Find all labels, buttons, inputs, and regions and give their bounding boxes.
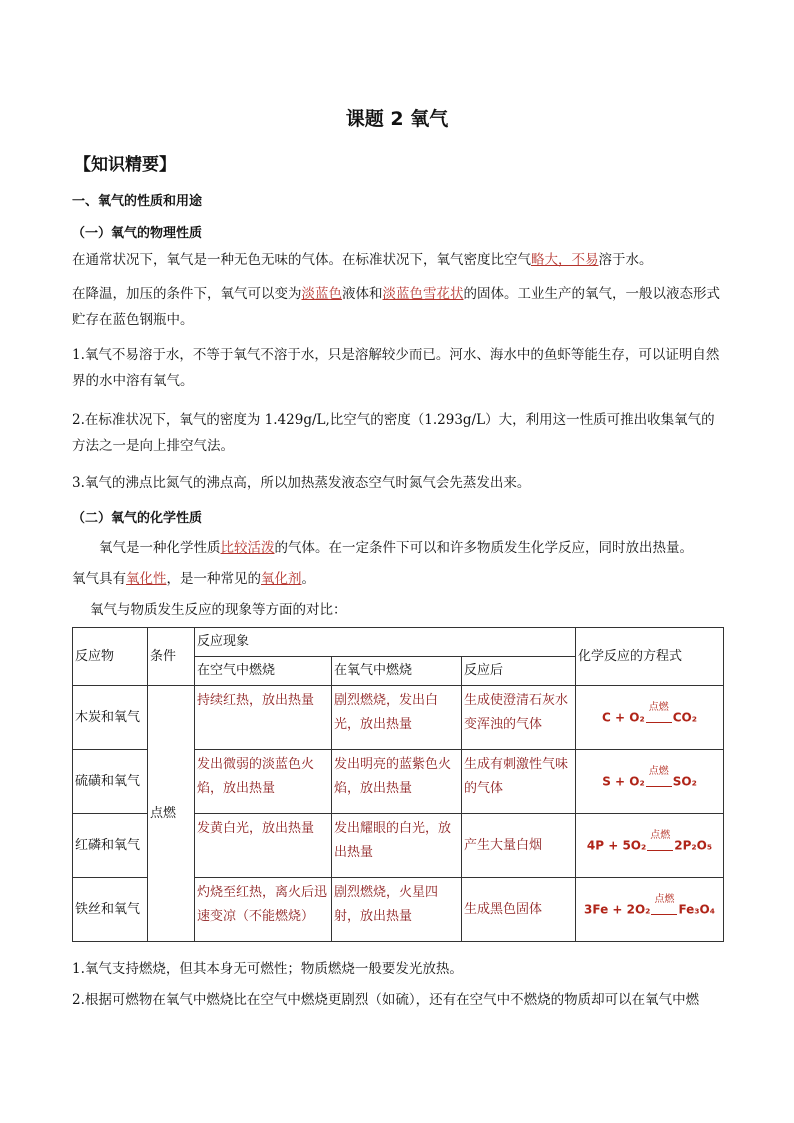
equation-reactants: S + O₂ bbox=[602, 774, 645, 788]
row-oxygen: 发出明亮的蓝紫色火焰，放出热量 bbox=[332, 750, 462, 814]
row-after: 生成黑色固体 bbox=[462, 878, 576, 942]
text: 的固体。工业生产的氧气，一般以液态形式贮存在蓝色钢瓶中。 bbox=[72, 286, 720, 328]
chemical-paragraph-1 bbox=[72, 535, 724, 561]
row-air: 持续红热，放出热量 bbox=[195, 686, 332, 750]
equation-reactants: 4P + 5O₂ bbox=[586, 838, 647, 852]
page-title: 课题 2 氧气 bbox=[345, 108, 449, 130]
table-intro: 氧气与物质发生反应的现象等方面的对比： bbox=[90, 602, 347, 618]
row-reactant: 硫磺和氧气 bbox=[73, 750, 148, 814]
keyword: 淡蓝色 bbox=[301, 286, 342, 302]
text: 氧气具有 bbox=[72, 571, 126, 587]
subsection-physical: （一）氧气的物理性质 bbox=[72, 226, 203, 241]
equation-products: Fe₃O₄ bbox=[678, 902, 715, 916]
equation-products: 2P₂O₅ bbox=[674, 838, 713, 852]
text: 。 bbox=[301, 571, 315, 587]
row-air: 发出微弱的淡蓝色火焰，放出热量 bbox=[195, 750, 332, 814]
row-equation bbox=[576, 814, 724, 878]
row-reactant: 铁丝和氧气 bbox=[73, 878, 148, 942]
header-after: 反应后 bbox=[462, 657, 576, 686]
equation-line bbox=[647, 850, 673, 851]
text: 的气体。在一定条件下可以和许多物质发生化学反应，同时放出热量。 bbox=[274, 540, 693, 556]
text: 溶于水。 bbox=[598, 252, 653, 268]
note-2: 2.在标准状况下，氧气的密度为 1.429g/L,比空气的密度（1.293g/L）大，利用这一性质可推出收集氧气的方法之一是向上排空气法。 bbox=[72, 412, 715, 454]
note-3: 3.氧气的沸点比氮气的沸点高，所以加热蒸发液态空气时氮气会先蒸发出来。 bbox=[72, 475, 531, 491]
knowledge-header: 【知识精要】 bbox=[74, 155, 176, 175]
note-1: 1.氧气不易溶于水，不等于氧气不溶于水，只是溶解较少而已。河水、海水中的鱼虾等能生存，可以证明自然界的水中溶有氧气。 bbox=[72, 347, 720, 389]
header-condition: 条件 bbox=[148, 628, 195, 686]
keyword: 氧化性 bbox=[126, 571, 167, 587]
row-oxygen: 发出耀眼的白光，放出热量 bbox=[332, 814, 462, 878]
equation-line bbox=[651, 914, 677, 915]
bottom-note-2: 2.根据可燃物在氧气中燃烧比在空气中燃烧更剧烈（如硫），还有在空气中不燃烧的物质却可以在氧气中燃 bbox=[72, 992, 700, 1008]
physical-paragraph-1 bbox=[72, 247, 724, 273]
text: 在降温，加压的条件下，氧气可以变为 bbox=[72, 286, 302, 302]
equation-reactants: C + O₂ bbox=[602, 710, 645, 724]
row-reactant: 木炭和氧气 bbox=[73, 686, 148, 750]
row-reactant: 红磷和氧气 bbox=[73, 814, 148, 878]
row-after: 生成使澄清石灰水变浑浊的气体 bbox=[462, 686, 576, 750]
text: 液体和 bbox=[342, 286, 383, 302]
chemical-paragraph-2 bbox=[72, 566, 724, 592]
header-equation: 化学反应的方程式 bbox=[576, 628, 724, 686]
header-oxygen: 在氧气中燃烧 bbox=[332, 657, 462, 686]
condition-cell: 点燃 bbox=[148, 686, 195, 942]
row-oxygen: 剧烈燃烧，发出白光，放出热量 bbox=[332, 686, 462, 750]
equation-condition: 点燃 bbox=[650, 829, 671, 841]
row-after: 生成有刺激性气味的气体 bbox=[462, 750, 576, 814]
row-equation bbox=[576, 686, 724, 750]
row-oxygen: 剧烈燃烧，火星四射，放出热量 bbox=[332, 878, 462, 942]
row-equation bbox=[576, 878, 724, 942]
keyword: 略大，不易 bbox=[531, 252, 599, 268]
header-reactant: 反应物 bbox=[73, 628, 148, 686]
bottom-note-1: 1.氧气支持燃烧，但其本身无可燃性；物质燃烧一般要发光放热。 bbox=[72, 961, 463, 977]
section-heading: 一、氧气的性质和用途 bbox=[72, 194, 203, 209]
row-after: 产生大量白烟 bbox=[462, 814, 576, 878]
keyword: 比较活泼 bbox=[220, 540, 275, 556]
physical-paragraph-2 bbox=[72, 281, 724, 333]
equation-line bbox=[646, 786, 672, 787]
equation-line bbox=[646, 722, 672, 723]
equation-condition: 点燃 bbox=[648, 765, 669, 777]
comparison-table bbox=[72, 627, 724, 942]
text: ，是一种常见的 bbox=[166, 571, 261, 587]
row-equation bbox=[576, 750, 724, 814]
equation-products: SO₂ bbox=[672, 774, 697, 788]
keyword: 氧化剂 bbox=[261, 571, 302, 587]
equation-condition: 点燃 bbox=[654, 893, 675, 905]
equation-products: CO₂ bbox=[672, 710, 697, 724]
row-air: 发黄白光，放出热量 bbox=[195, 814, 332, 878]
header-phenomenon: 反应现象 bbox=[195, 628, 576, 657]
header-air: 在空气中燃烧 bbox=[195, 657, 332, 686]
subsection-chemical: （二）氧气的化学性质 bbox=[72, 511, 203, 526]
text: 氧气是一种化学性质 bbox=[99, 540, 221, 556]
equation-reactants: 3Fe + 2O₂ bbox=[584, 902, 651, 916]
keyword: 淡蓝色雪花状 bbox=[382, 286, 464, 302]
equation-condition: 点燃 bbox=[648, 701, 669, 713]
text: 在通常状况下，氧气是一种无色无味的气体。在标准状况下，氧气密度比空气 bbox=[72, 252, 531, 268]
row-air: 灼烧至红热，离火后迅速变凉（不能燃烧） bbox=[195, 878, 332, 942]
